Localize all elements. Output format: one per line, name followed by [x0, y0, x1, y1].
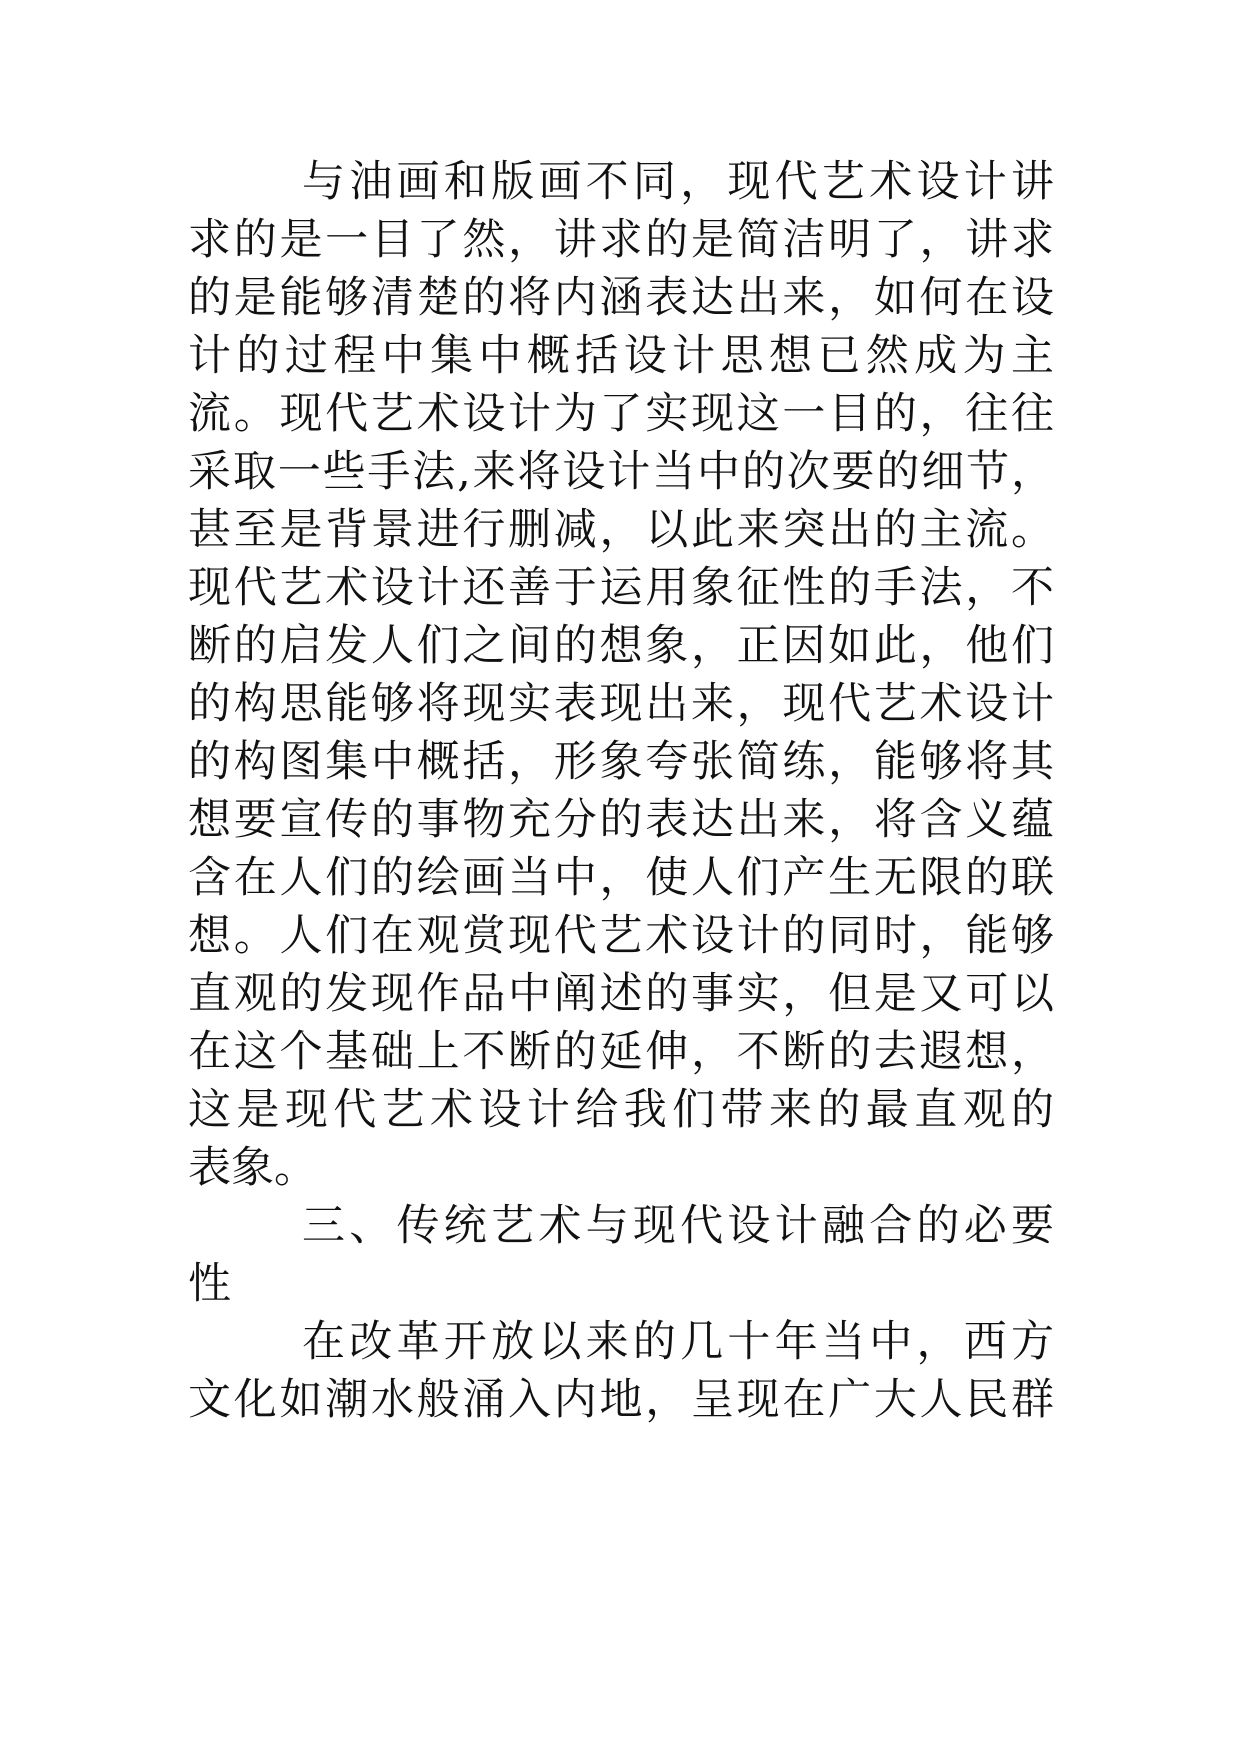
paragraph-line: 的是能够清楚的将内涵表达出来，如何在设	[188, 273, 1054, 323]
paragraph-line: 现代艺术设计还善于运用象征性的手法，不	[188, 563, 1054, 613]
paragraph-line: 含在人们的绘画当中，使人们产生无限的联	[188, 853, 1054, 903]
paragraph-line: 文化如潮水般涌入内地，呈现在广大人民群	[188, 1375, 1054, 1425]
paragraph-line: 在这个基础上不断的延伸，不断的去遐想，	[188, 1027, 1054, 1077]
paragraph-line: 这是现代艺术设计给我们带来的最直观的	[188, 1085, 1054, 1135]
paragraph-line: 采取一些手法,来将设计当中的次要的细节，	[188, 447, 1054, 497]
paragraph-line: 想要宣传的事物充分的表达出来，将含义蕴	[188, 795, 1054, 845]
paragraph-line: 在改革开放以来的几十年当中，西方	[302, 1317, 1054, 1367]
paragraph-line: 求的是一目了然，讲求的是简洁明了，讲求	[188, 215, 1054, 265]
paragraph-line: 的构图集中概括，形象夸张简练，能够将其	[188, 737, 1054, 787]
paragraph-line: 直观的发现作品中阐述的事实，但是又可以	[188, 969, 1054, 1019]
section-heading-line: 性	[188, 1259, 231, 1309]
body-text	[188, 153, 1054, 1429]
paragraph-line: 断的启发人们之间的想象，正因如此，他们	[188, 621, 1054, 671]
paragraph-line: 与油画和版画不同，现代艺术设计讲	[302, 157, 1054, 207]
paragraph-line: 计的过程中集中概括设计思想已然成为主	[188, 331, 1054, 381]
paragraph-line: 甚至是背景进行删减，以此来突出的主流。	[188, 505, 1054, 555]
paragraph-line: 流。现代艺术设计为了实现这一目的，往往	[188, 389, 1054, 439]
section-heading-line: 三、传统艺术与现代设计融合的必要	[302, 1201, 1054, 1251]
paragraph-line: 的构思能够将现实表现出来，现代艺术设计	[188, 679, 1054, 729]
paragraph-line: 表象。	[188, 1143, 317, 1193]
paragraph-line: 想。人们在观赏现代艺术设计的同时，能够	[188, 911, 1054, 961]
